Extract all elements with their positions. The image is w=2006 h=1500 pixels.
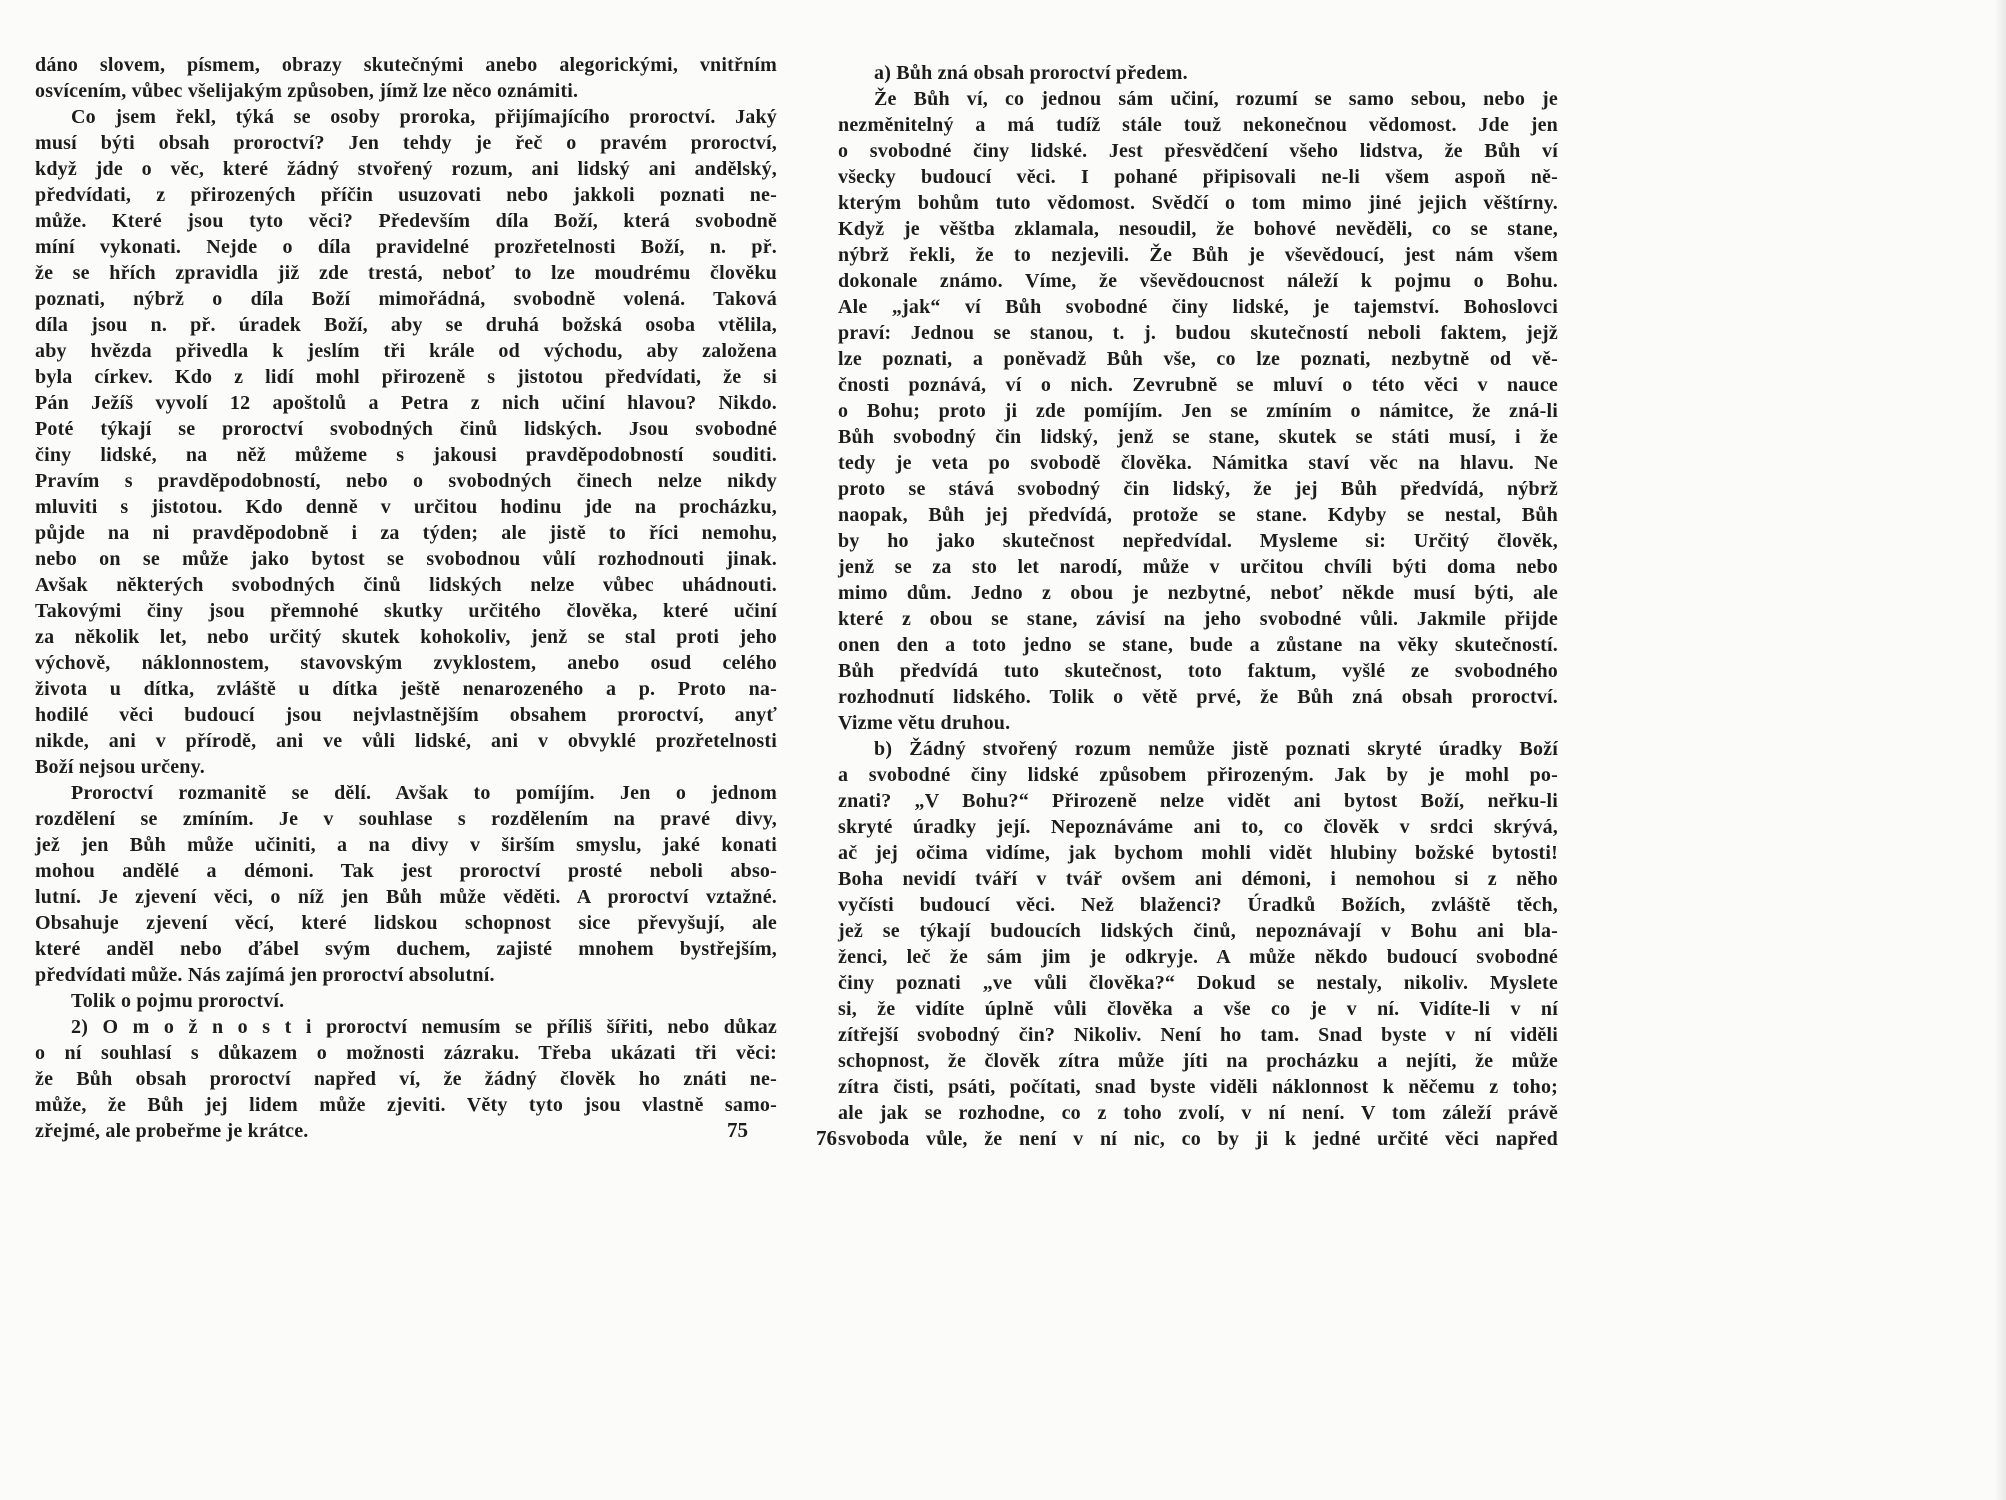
right-page — [838, 60, 1558, 1160]
text-line: byla církev. Kdo z lidí mohl přirozeně s jistotou předvídati, že si — [35, 366, 777, 388]
text-line: činy poznati „ve vůli člověka?“ Dokud se nestaly, nikoliv. Myslete — [838, 972, 1558, 994]
text-line: Co jsem řekl, týká se osoby proroka, přijímajícího proroctví. Jaký — [71, 106, 777, 128]
text-line: by ho jako skutečnost nepředvídal. Mysleme si: Určitý člověk, — [838, 530, 1558, 552]
text-line: nikde, ani v přírodě, ani ve vůli lidské, ani v obvyklé prozřetelnosti — [35, 730, 777, 752]
text-line: nebo on se může jako bytost se svobodnou vůlí rozhodnouti jinak. — [35, 548, 777, 570]
text-line: předvídati může. Nás zajímá jen proroctví absolutní. — [35, 964, 495, 986]
text-line: aby hvězda přivedla k jeslím tři krále od východu, aby založena — [35, 340, 777, 362]
text-line: může. Které jsou tyto věci? Především díla Boží, která svobodně — [35, 210, 777, 232]
text-line: Pravím s pravděpodobností, nebo o svobodných činech nelze nikdy — [35, 470, 777, 492]
text-line: Poté týkají se proroctví svobodných činů lidských. Jsou svobodné — [35, 418, 777, 440]
text-line: Boha nevidí tváří v tvář ovšem ani démoni, i nemohou si z něho — [838, 868, 1558, 890]
text-line: a) Bůh zná obsah proroctví předem. — [874, 62, 1188, 84]
text-line: skryté úradky její. Nepoznáváme ani to, co člověk v srdci skrývá, — [838, 816, 1558, 838]
text-line: které z obou se stane, závisí na jeho svobodné vůli. Jakmile přijde — [838, 608, 1558, 630]
right-page-text — [838, 60, 1558, 1152]
text-line: Avšak některých svobodných činů lidských nelze vůbec uhádnouti. — [35, 574, 777, 596]
text-line: a svobodné činy lidské způsobem přirozeným. Jak by je mohl po- — [838, 764, 1558, 786]
text-line: tedy je veta po svobodě člověka. Námitka staví věc na hlavu. Ne — [838, 452, 1558, 474]
text-line: naopak, Bůh jej předvídá, protože se stane. Kdyby se nestal, Bůh — [838, 504, 1558, 526]
text-line: půjde na ni pravděpodobně i za týden; ale jistě to říci nemohu, — [35, 522, 777, 544]
text-line: znati? „V Bohu?“ Přirozeně nelze vidět ani bytost Boží, neřku-li — [838, 790, 1558, 812]
text-line: které anděl nebo ďábel svým duchem, zajisté mnohem bystřejším, — [35, 938, 777, 960]
text-line: kterým bohům tuto vědomost. Svědčí o tom mimo jiné jejich věštírny. — [838, 192, 1558, 214]
text-line: Boží nejsou určeny. — [35, 756, 205, 778]
text-line: dáno slovem, písmem, obrazy skutečnými anebo alegorickými, vnitřním — [35, 54, 777, 76]
text-line: ženci, leč že sám jim je odkryje. A může někdo budoucí svobodné — [838, 946, 1558, 968]
text-line: rozdělení se zmíním. Je v souhlase s rozdělením na pravé divy, — [35, 808, 777, 830]
text-line: že Bůh obsah proroctví napřed ví, že žádný člověk ho znáti ne- — [35, 1068, 777, 1090]
text-line: Bůh předvídá tuto skutečnost, toto faktum, vyšlé ze svobodného — [838, 660, 1558, 682]
text-line: osvícením, vůbec všelijakým způsoben, jímž lze něco oznámiti. — [35, 80, 579, 102]
text-line: za několik let, nebo určitý skutek kohokoliv, jenž se stal proti jeho — [35, 626, 777, 648]
text-line: praví: Jednou se stanou, t. j. budou skutečností neboli faktem, jejž — [838, 322, 1558, 344]
text-line: Proroctví rozmanitě se dělí. Avšak to pomíjím. Jen o jednom — [71, 782, 777, 804]
text-line: vyčísti budoucí věci. Než blaženci? Úradků Božích, zvláště těch, — [838, 894, 1558, 916]
text-line: zítřejší svobodný čin? Nikoliv. Není ho tam. Snad byste v ní viděli — [838, 1024, 1558, 1046]
text-line: může, že Bůh jej lidem může zjeviti. Věty tyto jsou vlastně samo- — [35, 1094, 777, 1116]
text-line: Takovými činy jsou přemnohé skutky určitého člověka, které učiní — [35, 600, 777, 622]
text-line: mluviti s jistotou. Kdo denně v určitou hodinu jde na procházku, — [35, 496, 777, 518]
text-line: jež se týkají budoucích lidských činů, nepoznávají v Bohu ani bla- — [838, 920, 1558, 942]
text-line: Pán Ježíš vyvolí 12 apoštolů a Petra z nich učiní hlavou? Nikdo. — [35, 392, 777, 414]
left-page — [35, 52, 777, 1152]
text-line: si, že vidíte úplně vůli člověka a vše co je v ní. Vidíte-li v ní — [838, 998, 1558, 1020]
text-line: nezměnitelný a má tudíž stále touž nekonečnou vědomost. Jde jen — [838, 114, 1558, 136]
page-number-right: 76 — [816, 1126, 837, 1150]
text-line: míní vykonati. Nejde o díla pravidelné prozřetelnosti Boží, n. př. — [35, 236, 777, 258]
text-line: o svobodné činy lidské. Jest přesvědčení všeho lidstva, že Bůh ví — [838, 140, 1558, 162]
scan-edge-shadow — [1994, 0, 2006, 1500]
left-page-text — [35, 52, 777, 1144]
text-line: Bůh svobodný čin lidský, jenž se stane, skutek se státi musí, i že — [838, 426, 1558, 448]
text-line: života u dítka, zvláště u dítka ještě nenarozeného a p. Proto na- — [35, 678, 777, 700]
text-line: o ní souhlasí s důkazem o možnosti zázraku. Třeba ukázati tři věci: — [35, 1042, 777, 1064]
text-line: čnosti poznává, ví o nich. Zevrubně se mluví o této věci v nauce — [838, 374, 1558, 396]
text-line: b) Žádný stvořený rozum nemůže jistě poznati skryté úradky Boží — [874, 738, 1558, 760]
text-line: když jde o věc, které žádný stvořený rozum, ani lidský ani andělský, — [35, 158, 777, 180]
text-line: mohou andělé a démoni. Tak jest proroctví prosté neboli abso- — [35, 860, 777, 882]
text-line: 2) O m o ž n o s t i proroctví nemusím se příliš šířiti, nebo důkaz — [71, 1016, 777, 1038]
text-line: Tolik o pojmu proroctví. — [71, 990, 285, 1012]
text-line: Že Bůh ví, co jednou sám učiní, rozumí se samo sebou, nebo je — [874, 88, 1558, 110]
text-line: rozhodnutí lidského. Tolik o větě prvé, že Bůh zná obsah proroctví. — [838, 686, 1558, 708]
text-line: musí býti obsah proroctví? Jen tehdy je řeč o pravém proroctví, — [35, 132, 777, 154]
text-line: zítra čisti, psáti, počítati, snad byste viděli náklonnost k něčemu z toho; — [838, 1076, 1558, 1098]
text-line: Obsahuje zjevení věcí, které lidskou schopnost sice převyšují, ale — [35, 912, 777, 934]
text-line: schopnost, že člověk zítra může jíti na procházku a nejíti, že může — [838, 1050, 1558, 1072]
text-line: všecky budoucí věci. I pohané připisovali ne-li všem aspoň ně- — [838, 166, 1558, 188]
text-line: činy lidské, na něž můžeme s jakousi pravděpodobností souditi. — [35, 444, 777, 466]
text-line: o Bohu; proto ji zde pomíjím. Jen se zmíním o námitce, že zná-li — [838, 400, 1558, 422]
text-line: Vizme větu druhou. — [838, 712, 1011, 734]
text-line: předvídati, z přirozených příčin usuzovati nebo jakkoli poznati ne- — [35, 184, 777, 206]
text-line: výchově, náklonnostem, stavovským zvyklostem, anebo osud celého — [35, 652, 777, 674]
text-line: onen den a toto jedno se stane, bude a zůstane na věky skutečností. — [838, 634, 1558, 656]
text-line: jenž se za sto let narodí, může v určitou chvíli býti doma nebo — [838, 556, 1558, 578]
page-number-left: 75 — [727, 1118, 748, 1142]
text-line: Když je věštba zklamala, nesoudil, že bohové nevěděli, co se stane, — [838, 218, 1558, 240]
text-line: zřejmé, ale probeřme je krátce. — [35, 1120, 309, 1142]
text-line: ač jej očima vidíme, jak bychom mohli vidět hlubiny božské bytosti! — [838, 842, 1558, 864]
text-line: mimo dům. Jedno z obou je nezbytné, neboť někde musí býti, ale — [838, 582, 1558, 604]
text-line: dokonale známo. Víme, že vševědoucnost náleží k pojmu o Bohu. — [838, 270, 1558, 292]
text-line: poznati, nýbrž o díla Boží mimořádná, svobodně volená. Taková — [35, 288, 777, 310]
text-line: nýbrž řekli, že to nezjevili. Že Bůh je vševědoucí, jest nám všem — [838, 244, 1558, 266]
text-line: ale jak se rozhodne, co z toho zvolí, v ní není. V tom záleží právě — [838, 1102, 1558, 1124]
text-line: že se hřích zpravidla již zde trestá, neboť to lze moudrému člověku — [35, 262, 777, 284]
text-line: jež jen Bůh může učiniti, a na divy v širším smyslu, jaké konati — [35, 834, 777, 856]
text-line: lze poznati, a poněvadž Bůh vše, co lze poznati, nezbytně od vě- — [838, 348, 1558, 370]
text-line: Ale „jak“ ví Bůh svobodné činy lidské, je tajemství. Bohoslovci — [838, 296, 1558, 318]
text-line: lutní. Je zjevení věci, o níž jen Bůh může věděti. A proroctví vztažné. — [35, 886, 777, 908]
text-line: díla jsou n. př. úradek Boží, aby se druhá božská osoba vtělila, — [35, 314, 777, 336]
text-line: svoboda vůle, že není v ní nic, co by ji k jedné určité věci napřed — [838, 1128, 1558, 1150]
text-line: proto se stává svobodný čin lidský, že jej Bůh předvídá, nýbrž — [838, 478, 1558, 500]
text-line: hodilé věci budoucí jsou nejvlastnějším obsahem proroctví, anyť — [35, 704, 777, 726]
